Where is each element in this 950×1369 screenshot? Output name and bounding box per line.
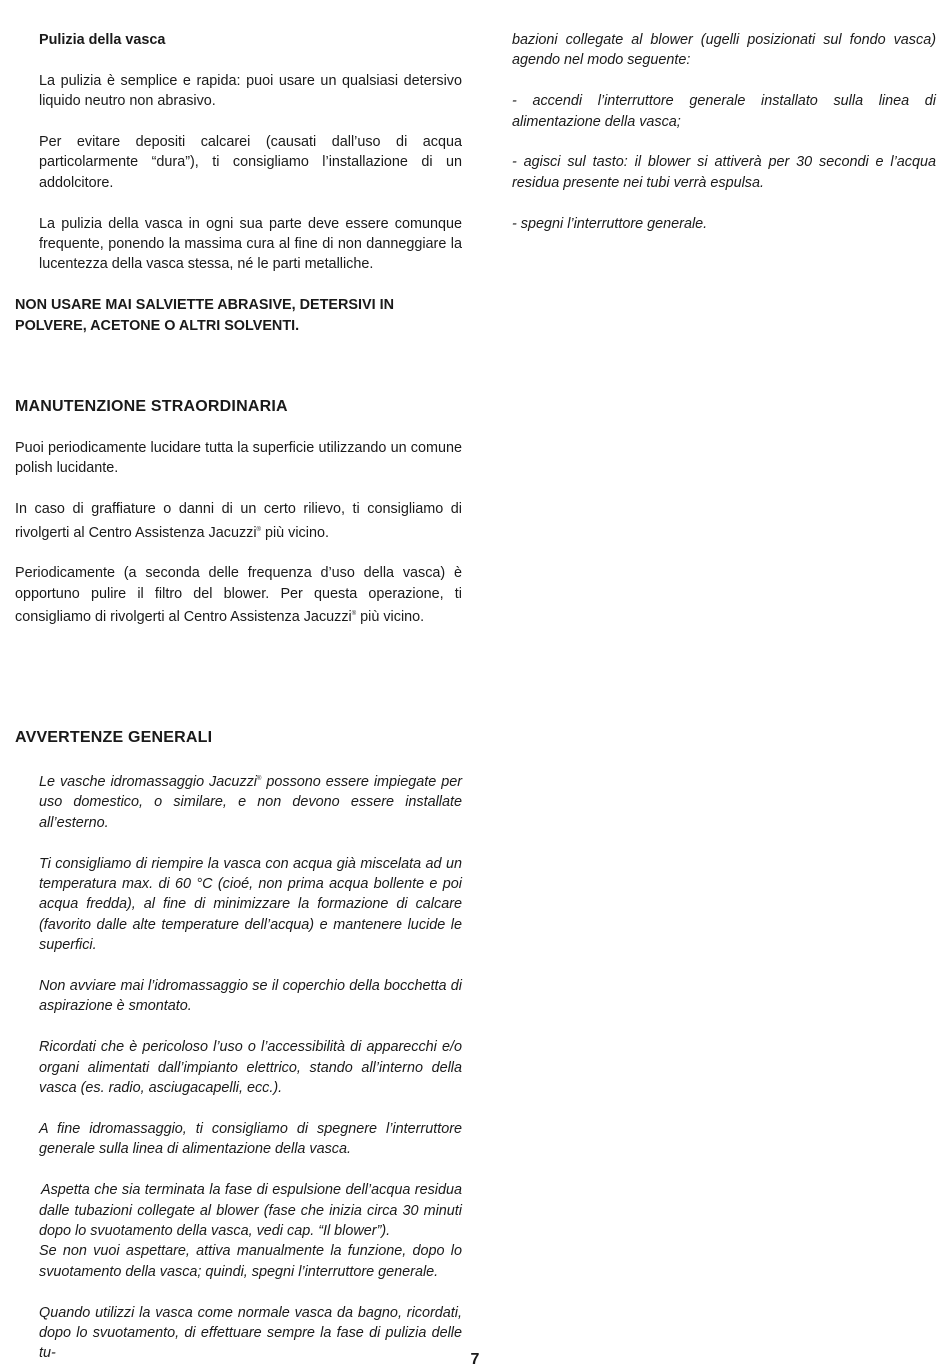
- maintenance-paragraph-1: Puoi periodicamente lucidare tutta la superficie utilizzando un comune polish lucidante.: [15, 440, 462, 477]
- right-step-2: - agisci sul tasto: il blower si attiverà per 30 secondi e l’acqua residua presente nei tubi verrà espulsa.: [512, 154, 936, 191]
- page-number: 7: [470, 1351, 480, 1368]
- warning-text: NON USARE MAI SALVIETTE ABRASIVE, DETERSIVI IN POLVERE, ACETONE O ALTRI SOLVENTI.: [15, 297, 394, 334]
- maintenance-paragraph-2-text: In caso di graffiature o danni di un certo rilievo, ti consigliamo di rivolgerti al Centro Assistenza Jacuzzi: [15, 501, 462, 541]
- maintenance-paragraph-2: [15, 499, 462, 543]
- warnings-paragraph-1-end: possono essere impiegate per uso domestico, o similare, e non devono essere installate all’esterno.: [39, 774, 463, 831]
- warnings-paragraph-1: [15, 769, 462, 833]
- maintenance-heading: MANUTENZIONE STRAORDINARIA: [15, 398, 288, 416]
- maintenance-paragraph-3: [15, 563, 462, 627]
- general-warnings-heading: AVVERTENZE GENERALI: [15, 729, 213, 747]
- warnings-paragraph-4: Ricordati che è pericoloso l’uso o l’accessibilità di apparecchi e/o organi alimentati dall’impianto elettrico, stando all’interno della vasca (es. radio, asciugacapelli, ecc.).: [39, 1039, 462, 1097]
- cleaning-subheading: Pulizia della vasca: [39, 32, 166, 48]
- right-column: [512, 30, 936, 234]
- warnings-paragraph-3: Non avviare mai l’idromassaggio se il coperchio della bocchetta di aspirazione è smontato.: [39, 978, 462, 1015]
- warnings-paragraph-6: Aspetta che sia terminata la fase di espulsione dell’acqua residua dalle tubazioni collegate al blower (fase che inizia circa 30 minuti dopo lo svuotamento della vasca, vedi cap. “Il blower”).: [39, 1182, 462, 1239]
- right-step-3: - spegni l’interruttore generale.: [512, 215, 708, 232]
- cleaning-paragraph-2: Per evitare depositi calcarei (causati dall’uso di acqua particolarmente “dura”), ti consigliamo l’installazione di un addolcitore.: [39, 134, 462, 191]
- registered-mark: ®: [257, 776, 262, 783]
- cleaning-paragraph-3: La pulizia della vasca in ogni sua parte deve essere comunque frequente, ponendo la massima cura al fine di non danneggiare la lucentezza della vasca stessa, né le parti metalliche.: [39, 215, 462, 273]
- warnings-paragraph-5: A fine idromassaggio, ti consigliamo di spegnere l’interruttore generale sulla linea di alimentazione della vasca.: [39, 1120, 462, 1158]
- registered-mark: ®: [256, 526, 261, 533]
- right-step-1: - accendi l’interruttore generale installato sulla linea di alimentazione della vasca;: [512, 93, 936, 130]
- right-paragraph-1: bazioni collegate al blower (ugelli posizionati sul fondo vasca) agendo nel modo seguente:: [512, 32, 936, 69]
- maintenance-paragraph-3-text: Periodicamente (a seconda delle frequenza d’uso della vasca) è opportuno pulire il filtro del blower. Per questa operazione, ti consigliamo di rivolgerti al Centro Assistenza Jacuzzi: [15, 565, 462, 625]
- left-column: [15, 30, 462, 1364]
- warnings-paragraph-2: Ti consigliamo di riempire la vasca con acqua già miscelata ad un temperatura max. di 60 °C (cioé, non prima acqua bollente e poi acqua fredda), al fine di minimizzare la formazione di calcare (favorito dalle alte temperature dell’acqua) e mantenere lucide le superfici.: [39, 855, 462, 954]
- maintenance-paragraph-3-end: più vicino.: [356, 608, 425, 625]
- cleaning-paragraph-1: La pulizia è semplice e rapida: puoi usare un qualsiasi detersivo liquido neutro non abrasivo.: [39, 72, 462, 110]
- warnings-paragraph-7: Quando utilizzi la vasca come normale vasca da bagno, ricordati, dopo lo svuotamento, di effettuare sempre la fase di pulizia delle tu-: [39, 1304, 462, 1362]
- registered-mark: ®: [351, 611, 357, 618]
- warnings-paragraph-1-text: Le vasche idromassaggio Jacuzzi: [39, 774, 258, 791]
- maintenance-paragraph-2-end: più vicino.: [260, 524, 329, 541]
- warnings-paragraph-6-continued: Se non vuoi aspettare, attiva manualmente la funzione, dopo lo svuotamento della vasca; quindi, spegni l’interruttore generale.: [39, 1243, 462, 1280]
